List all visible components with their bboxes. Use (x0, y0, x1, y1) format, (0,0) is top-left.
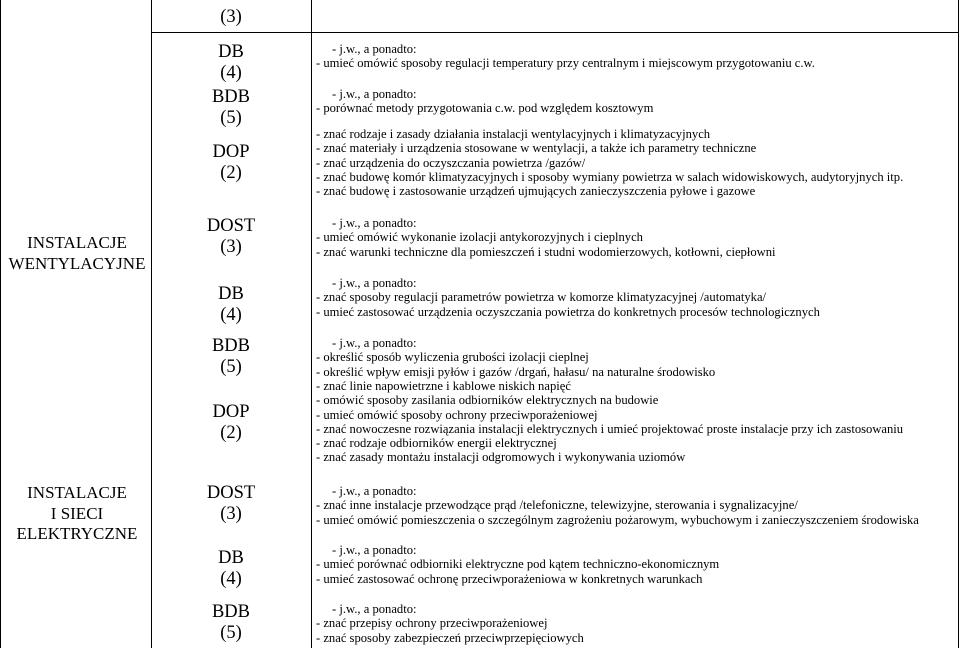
requirement-line: - j.w., a ponadto: (332, 484, 417, 498)
requirement-line: - znać nowoczesne rozwiązania instalacji elektrycznych i umieć projektować proste instalacje przy ich zastosowaniu (316, 421, 904, 436)
requirements-block (316, 484, 919, 527)
requirement-line: - umieć porównać odbiorniki elektryczne pod kątem techniczno-ekonomicznym (316, 557, 720, 572)
section-line: INSTALACJE (27, 483, 127, 502)
requirement-line: - znać urządzenia do oczyszczania powietrza /gazów/ (316, 155, 586, 170)
table-border-left (0, 0, 1, 648)
requirement-line: - znać budowę i zastosowanie urządzeń ujmujących zanieczyszczenia pyłowe i gazowe (316, 184, 756, 199)
grade-level: BDB (211, 87, 251, 107)
grade-level: DOP (212, 402, 250, 422)
grade-level: (5) (220, 623, 242, 643)
row-divider (151, 32, 959, 33)
requirement-line: - określić wpływ emisji pyłów i gazów /drgań, hałasu/ na naturalne środowisko (316, 364, 716, 379)
requirement-line: - umieć omówić pomieszczenia o szczególnym zagrożeniu pożarowym, wybuchowym i zanieczyszczeniem środowiska (316, 512, 919, 527)
table-border-right (958, 0, 959, 648)
grade-level: (4) (220, 305, 242, 325)
requirement-line: - umieć zastosować urządzenia oczyszczania powietrza do konkretnych procesów technologicznych (316, 304, 820, 319)
requirement-line: - znać budowę komór klimatyzacyjnych i sposoby wymiany powietrza w salach widowiskowych, audytoryjnych itp. (316, 169, 904, 184)
requirements-block (316, 276, 820, 319)
requirements-block (316, 127, 903, 198)
grade-level: DOP (212, 142, 250, 162)
requirement-line: - znać rodzaje odbiorników energii elektrycznej (316, 436, 557, 451)
grade-level: DB (218, 284, 244, 304)
requirement-line: - j.w., a ponadto: (332, 216, 417, 230)
requirement-line: - umieć omówić wykonanie izolacji antykorozyjnych i cieplnych (316, 230, 643, 245)
requirement-line: - znać linie napowietrzne i kablowe niskich napięć (316, 379, 571, 393)
requirements-block (316, 602, 584, 645)
grade-level: (3) (220, 504, 242, 524)
grade-level: (5) (220, 108, 242, 128)
grade-level: BDB (211, 336, 251, 356)
requirement-line: - znać sposoby zabezpieczeń przeciwprzepięciowych (316, 630, 584, 645)
requirement-line: - znać inne instalacje przewodzące prąd /telefoniczne, telewizyjne, sterowania i sygnalizacyjne/ (316, 498, 798, 513)
requirement-line: - określić sposób wyliczenia grubości izolacji cieplnej (316, 350, 589, 365)
grade-level: DB (218, 548, 244, 568)
requirement-line: - j.w., a ponadto: (332, 602, 417, 616)
grade-level: DOST (206, 483, 256, 503)
requirement-line: - znać przepisy ochrony przeciwporażeniowej (316, 616, 548, 631)
requirement-line: - znać rodzaje i zasady działania instalacji wentylacyjnych i klimatyzacyjnych (316, 127, 711, 141)
requirement-line: - j.w., a ponadto: (332, 42, 417, 56)
grade-level: (2) (220, 163, 242, 183)
level-header: (3) (220, 7, 242, 27)
requirement-line: - j.w., a ponadto: (332, 543, 417, 557)
requirements-block (316, 216, 776, 259)
requirement-line: - znać zasady montażu instalacji odgromowych i wykonywania uziomów (316, 450, 686, 465)
requirement-line: - j.w., a ponadto: (332, 276, 417, 290)
grade-level: (2) (220, 423, 242, 443)
grade-level: BDB (211, 602, 251, 622)
section-line: INSTALACJE (27, 233, 127, 252)
section-label-ventilation (4, 233, 150, 274)
requirement-line: - umieć omówić sposoby regulacji temperatury przy centralnym i miejscowym przygotowaniu c.w. (316, 56, 815, 71)
column-divider-section (151, 0, 152, 648)
grade-level: DB (218, 42, 244, 62)
requirements-block (316, 336, 715, 379)
section-label-electrical (4, 483, 150, 545)
requirement-line: - znać sposoby regulacji parametrów powietrza w komorze klimatyzacyjnej /automatyka/ (316, 290, 767, 305)
requirement-line: - znać warunki techniczne dla pomieszczeń i studni wodomierzowych, kotłowni, ciepłowni (316, 244, 776, 259)
requirement-line: - umieć zastosować ochronę przeciwporażeniowa w konkretnych warunkach (316, 571, 703, 586)
requirement-line: - omówić sposoby zasilania odbiorników elektrycznych na budowie (316, 393, 659, 408)
requirement-line: - j.w., a ponadto: (332, 336, 417, 350)
requirements-block (316, 87, 653, 116)
requirements-block (316, 42, 815, 71)
section-line: I SIECI (50, 503, 104, 523)
requirement-line: - j.w., a ponadto: (332, 87, 417, 101)
requirement-line: - porównać metody przygotowania c.w. pod względem kosztowym (316, 101, 654, 116)
requirement-line: - umieć omówić sposoby ochrony przeciwporażeniowej (316, 407, 598, 422)
grade-level: (4) (220, 569, 242, 589)
grade-level: (3) (220, 237, 242, 257)
grade-level: (5) (220, 357, 242, 377)
requirement-line: - znać materiały i urządzenia stosowane w wentylacji, a także ich parametry techniczne (316, 141, 757, 156)
grade-level: DOST (206, 216, 256, 236)
requirements-block (316, 379, 903, 465)
section-line: WENTYLACYJNE (8, 253, 146, 273)
grade-level: (4) (220, 63, 242, 83)
column-divider-level (311, 0, 312, 648)
requirements-block (316, 543, 719, 586)
section-line: ELEKTRYCZNE (16, 524, 138, 543)
